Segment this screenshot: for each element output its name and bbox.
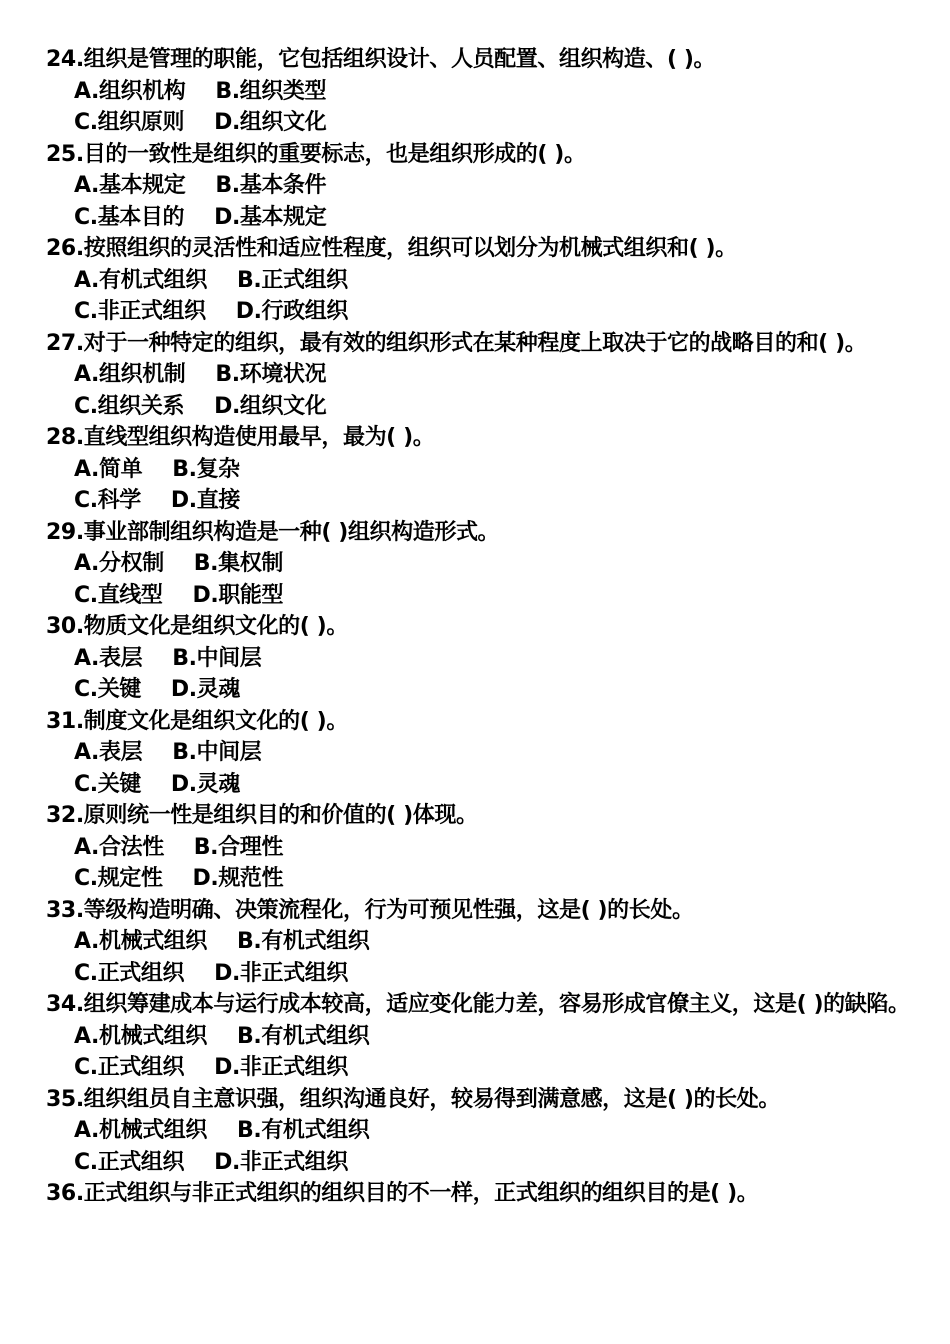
option-text: B.基本条件	[215, 173, 327, 198]
option-text: C.组织关系	[74, 393, 185, 419]
option-text: A.机械式组织	[74, 929, 207, 954]
option-text: D.行政组织	[235, 299, 348, 324]
question-stem: 33.等级构造明确、决策流程化，行为可预见性强，这是( )的长处。	[46, 897, 694, 923]
option-text: D.组织文化	[214, 393, 327, 419]
option-row	[46, 454, 916, 486]
option-row	[46, 580, 916, 612]
option-row	[46, 202, 916, 234]
option-text: B.有机式组织	[237, 1118, 370, 1143]
option-text: A.表层	[74, 645, 143, 671]
option-text: B.合理性	[193, 834, 283, 860]
option-row	[46, 296, 916, 328]
option-text: A.表层	[74, 740, 143, 765]
option-text: A.合法性	[74, 834, 164, 860]
option-row	[46, 107, 916, 139]
question-stem: 28.直线型组织构造使用最早，最为( )。	[46, 425, 435, 450]
option-row	[46, 1021, 916, 1053]
option-text: C.组织原则	[74, 110, 185, 135]
option-text: A.基本规定	[74, 173, 186, 198]
question-stem: 31.制度文化是组织文化的( )。	[46, 708, 348, 734]
option-text: C.正式组织	[74, 1149, 185, 1175]
option-row	[46, 1115, 916, 1147]
option-text: B.正式组织	[237, 267, 348, 293]
option-row	[46, 863, 916, 895]
option-text: B.中间层	[172, 645, 262, 671]
option-row	[46, 737, 916, 769]
option-text: B.中间层	[172, 740, 262, 765]
option-text: D.直接	[170, 488, 240, 513]
option-row	[46, 643, 916, 675]
option-row	[46, 926, 916, 958]
option-text: A.组织机构	[74, 78, 186, 104]
option-row	[46, 1147, 916, 1179]
option-row	[46, 832, 916, 864]
document-page	[46, 44, 916, 1210]
option-text: B.环境状况	[215, 362, 327, 387]
option-text: B.集权制	[193, 551, 283, 576]
option-row	[46, 391, 916, 423]
option-row	[46, 1052, 916, 1084]
option-row	[46, 359, 916, 391]
option-text: A.机械式组织	[74, 1023, 207, 1049]
question-stem: 35.组织组员自主意识强，组织沟通良好，较易得到满意感，这是( )的长处。	[46, 1086, 780, 1112]
option-row	[46, 674, 916, 706]
option-text: B.有机式组织	[237, 929, 370, 954]
option-row	[46, 170, 916, 202]
option-row	[46, 548, 916, 580]
question-stem: 34.组织筹建成本与运行成本较高，适应变化能力差，容易形成官僚主义，这是( )的缺陷。	[46, 992, 910, 1017]
option-text: C.非正式组织	[74, 299, 206, 324]
option-text: C.正式组织	[74, 960, 185, 986]
question-stem: 32.原则统一性是组织目的和价值的( )体现。	[46, 803, 478, 828]
option-text: D.职能型	[192, 582, 284, 608]
option-row	[46, 958, 916, 990]
option-text: D.非正式组织	[214, 1149, 348, 1175]
option-row	[46, 76, 916, 108]
option-text: C.科学	[74, 488, 141, 513]
option-text: A.有机式组织	[74, 267, 207, 293]
question-stem: 25.目的一致性是组织的重要标志，也是组织形成的( )。	[46, 141, 586, 167]
option-text: A.机械式组织	[74, 1118, 207, 1143]
option-text: D.灵魂	[170, 677, 240, 702]
option-text: C.直线型	[74, 582, 163, 608]
question-stem: 36.正式组织与非正式组织的组织目的不一样，正式组织的组织目的是( )。	[46, 1181, 759, 1206]
option-text: B.组织类型	[215, 78, 327, 104]
option-text: A.分权制	[74, 551, 164, 576]
question-stem: 24.组织是管理的职能，它包括组织设计、人员配置、组织构造、( )。	[46, 47, 716, 72]
option-text: C.基本目的	[74, 204, 185, 230]
question-stem: 30.物质文化是组织文化的( )。	[46, 614, 348, 639]
option-text: D.组织文化	[214, 110, 327, 135]
option-text: B.有机式组织	[237, 1023, 370, 1049]
option-row	[46, 485, 916, 517]
option-text: A.组织机制	[74, 362, 186, 387]
option-text: C.正式组织	[74, 1055, 185, 1080]
option-text: B.复杂	[172, 456, 240, 482]
option-row	[46, 265, 916, 297]
option-text: C.规定性	[74, 866, 163, 891]
option-row	[46, 769, 916, 801]
option-text: D.灵魂	[170, 771, 240, 797]
option-text: D.非正式组织	[214, 1055, 348, 1080]
option-text: D.规范性	[192, 866, 284, 891]
question-stem: 29.事业部制组织构造是一种( )组织构造形式。	[46, 519, 500, 545]
option-text: A.简单	[74, 456, 143, 482]
option-text: D.基本规定	[214, 204, 327, 230]
question-stem: 27.对于一种特定的组织，最有效的组织形式在某种程度上取决于它的战略目的和( )。	[46, 330, 867, 356]
option-text: C.关键	[74, 771, 141, 797]
question-stem: 26.按照组织的灵活性和适应性程度，组织可以划分为机械式组织和( )。	[46, 236, 737, 261]
option-text: D.非正式组织	[214, 960, 348, 986]
option-text: C.关键	[74, 677, 141, 702]
